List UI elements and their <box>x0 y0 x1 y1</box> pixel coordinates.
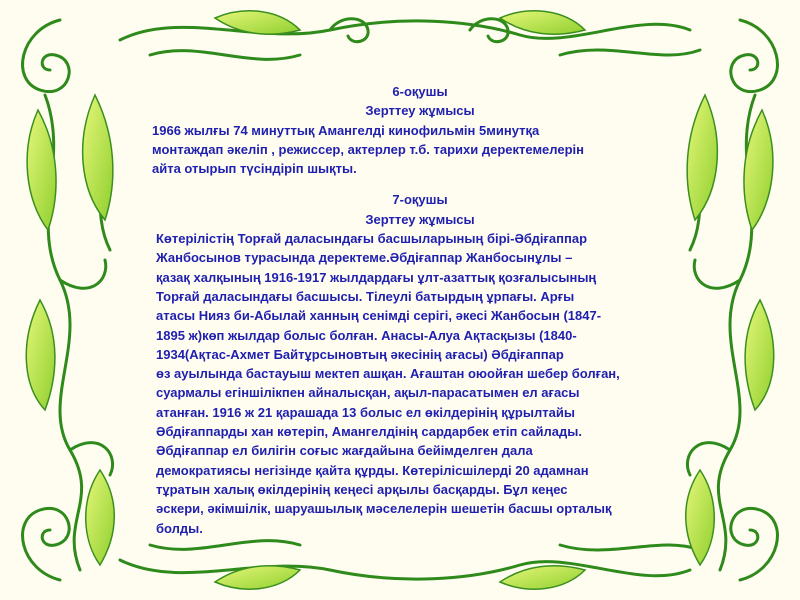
paragraph-line: 1934(Ақтас-Ахмет Байтұрсыновтың әкесінің ағасы) Әбдіғаппар <box>156 346 564 362</box>
paragraph-line: демократиясы негізінде қайта құрды. Көтерілісшілерді 20 адамнан <box>156 462 589 478</box>
paragraph-line: Көтерілістің Торғай даласындағы басшыларының бірі-Әбдіғаппар <box>156 231 588 247</box>
paragraph-line: атанған. 1916 ж 21 қарашада 13 болыс ел өкілдерінің құрылтайы <box>156 404 575 420</box>
bottom-right-curl <box>731 508 778 580</box>
section-student-6 <box>140 82 700 178</box>
leaf-top-2 <box>500 11 585 34</box>
paragraph-line: Торғай даласындағы басшысы. Тілеулі батырдың ұрпағы. Арғы <box>156 288 575 304</box>
paragraph-line: Жанбосынов турасында деректеме.Әбдіғаппар Жанбосынұлы – <box>156 250 573 266</box>
bottom-vine <box>120 560 690 579</box>
research-heading: Зерттеу жұмысы <box>365 211 475 227</box>
paragraph-line: қазақ халқының 1916-1917 жылдардағы ұлт-азаттық қозғалысының <box>156 269 597 285</box>
leaf-bottom-2 <box>500 566 585 589</box>
paragraph-line: өз ауылында бастауыш мектеп ашқан. Ағаштан оюойған шебер болған, <box>156 366 620 382</box>
bottom-left-curl <box>23 508 70 580</box>
paragraph-line: Әбдіғаппар ел билігін соғыс жағдайына бейімделген дала <box>156 443 533 459</box>
top-vine <box>120 21 690 40</box>
paragraph-line: болды. <box>156 520 203 536</box>
leaf-left-4 <box>86 470 115 565</box>
paragraph-line: атасы Нияз би-Абылай ханның сенімді серігі, әкесі Жанбосын (1847- <box>156 308 602 324</box>
leaf-left-2 <box>83 95 113 220</box>
top-right-curl <box>731 20 778 92</box>
student-title: 7-оқушы <box>392 192 448 208</box>
paragraph-line: айта отырып түсіндіріп шықты. <box>152 161 357 177</box>
paragraph-line: 1966 жылғы 74 минуттық Амангелді кинофильмін 5минутқа <box>152 122 540 138</box>
paragraph-line: тұратын халық өкілдерінің кеңесі арқылы басқарды. Бұл кеңес <box>156 481 568 497</box>
paragraph-line: суармалы егіншілікпен айналысқан, ақыл-парасатымен ел ағасы <box>156 385 580 401</box>
leaf-left-3 <box>26 300 55 410</box>
paragraph-line: монтаждап әкеліп , режиссер, актерлер т.б. тарихи деректемелерін <box>152 141 585 157</box>
paragraph-line: әскери, әкімшілік, шаруашылық мәселелерін шешетін басшы орталық <box>156 501 612 517</box>
slide-content <box>140 82 700 538</box>
top-left-curl <box>23 20 70 92</box>
section-student-7 <box>140 190 700 537</box>
research-heading: Зерттеу жұмысы <box>365 103 475 119</box>
paragraph-line: Әбдіғаппарды хан көтеріп, Амангелдінің сардарбек етіп сайлады. <box>156 424 582 440</box>
leaf-right-3 <box>745 300 774 410</box>
student-title: 6-оқушы <box>392 84 448 99</box>
paragraph-line: 1895 ж)көп жылдар болыс болған. Анасы-Алуа Ақтасқызы (1840- <box>156 327 577 343</box>
